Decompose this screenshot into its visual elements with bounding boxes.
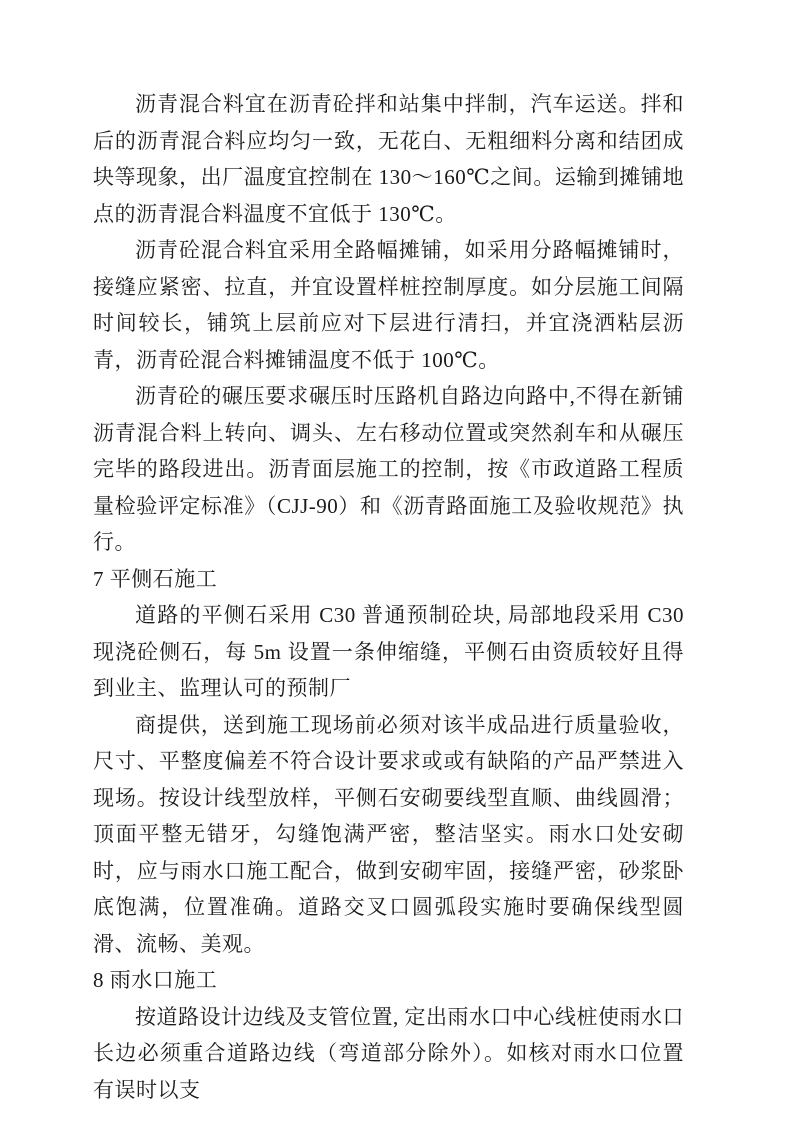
paragraph-curb-stone-quality: 商提供，送到施工现场前必须对该半成品进行质量验收，尺寸、平整度偏差不符合设计要求或或有缺陷的产品严禁进入现场。按设计线型放样，平侧石安砌要线型直顺、曲线圆滑；顶面平整无错牙，勾缝饱满严密，整洁坚实。雨水口处安砌时，应与雨水口施工配合，做到安砌牢固，接缝严密，砂浆卧底饱满，位置准确。道路交叉口圆弧段实施时要确保线型圆滑、流畅、美观。	[93, 712, 684, 956]
paragraph-asphalt-rolling: 沥青砼的碾压要求碾压时压路机自路边向路中,不得在新铺沥青混合料上转向、调头、左右移动位置或突然刹车和从碾压完毕的路段进出。沥青面层施工的控制，按《市政道路工程质量检验评定标准》（CJJ-90）和《沥青路面施工及验收规范》执行。	[93, 384, 684, 554]
paragraph-asphalt-mixing: 沥青混合料宜在沥青砼拌和站集中拌制，汽车运送。拌和后的沥青混合料应均匀一致，无花白、无粗细料分离和结团成块等现象，出厂温度宜控制在 130～160℃之间。运输到摊铺地点的沥青混合料温度不宜低于 130℃。	[93, 92, 684, 226]
section-heading-8-rain-inlet: 8 雨水口施工	[93, 968, 218, 992]
section-heading-7-curb-stone: 7 平侧石施工	[93, 566, 218, 591]
document-page	[93, 86, 684, 1108]
paragraph-asphalt-paving: 沥青砼混合料宜采用全路幅摊铺，如采用分路幅摊铺时，接缝应紧密、拉直，并宜设置样桩控制厚度。如分层施工间隔时间较长，铺筑上层前应对下层进行清扫，并宜浇洒粘层沥青，沥青砼混合料摊铺温度不低于 100℃。	[93, 238, 684, 372]
paragraph-rain-inlet-layout: 按道路设计边线及支管位置, 定出雨水口中心线桩使雨水口长边必须重合道路边线（弯道部分除外）。如核对雨水口位置有误时以支	[93, 1004, 684, 1102]
paragraph-curb-stone-material: 道路的平侧石采用 C30 普通预制砼块, 局部地段采用 C30 现浇砼侧石，每 5m 设置一条伸缩缝，平侧石由资质较好且得到业主、监理认可的预制厂	[93, 603, 684, 700]
